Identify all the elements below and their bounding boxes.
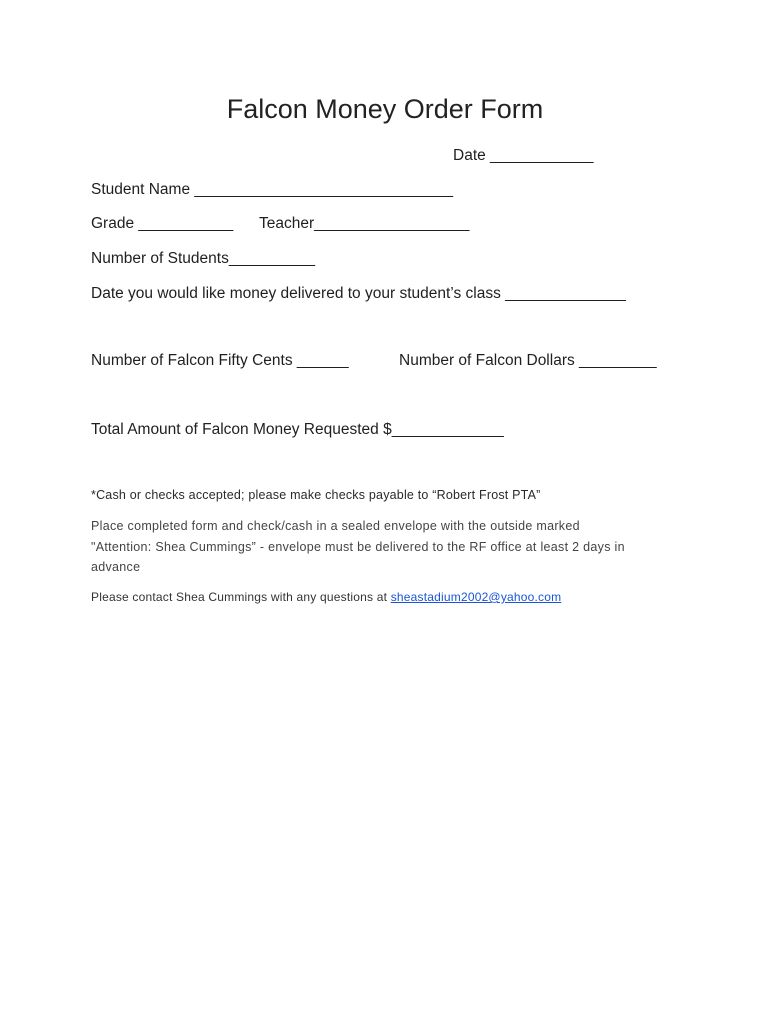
payment-note: *Cash or checks accepted; please make checks payable to “Robert Frost PTA” [91,488,541,502]
form-title: Falcon Money Order Form [226,94,544,124]
teacher-field: Teacher__________________ [259,215,470,232]
date-field: Date ____________ [453,147,594,164]
dollars-field: Number of Falcon Dollars _________ [399,352,657,369]
student-name-field: Student Name ______________________________ [91,181,454,198]
contact-prefix: Please contact Shea Cummings with any questions at [91,590,391,604]
contact-email-link[interactable]: sheastadium2002@yahoo.com [390,590,562,604]
instructions-line-2: "Attention: Shea Cummings” - envelope must be delivered to the RF office at least 2 days in [91,539,625,554]
total-amount-field: Total Amount of Falcon Money Requested $_____________ [91,421,504,438]
grade-field: Grade ___________ [91,215,234,232]
number-of-students-field: Number of Students__________ [91,250,316,267]
contact-line [91,590,561,604]
instructions-line-1: Place completed form and check/cash in a sealed envelope with the outside marked [91,519,580,533]
fifty-cents-field: Number of Falcon Fifty Cents ______ [91,352,349,369]
instructions-line-3: advance [91,560,141,574]
instructions-note [91,516,625,578]
delivery-date-field: Date you would like money delivered to your student’s class ______________ [91,285,626,302]
